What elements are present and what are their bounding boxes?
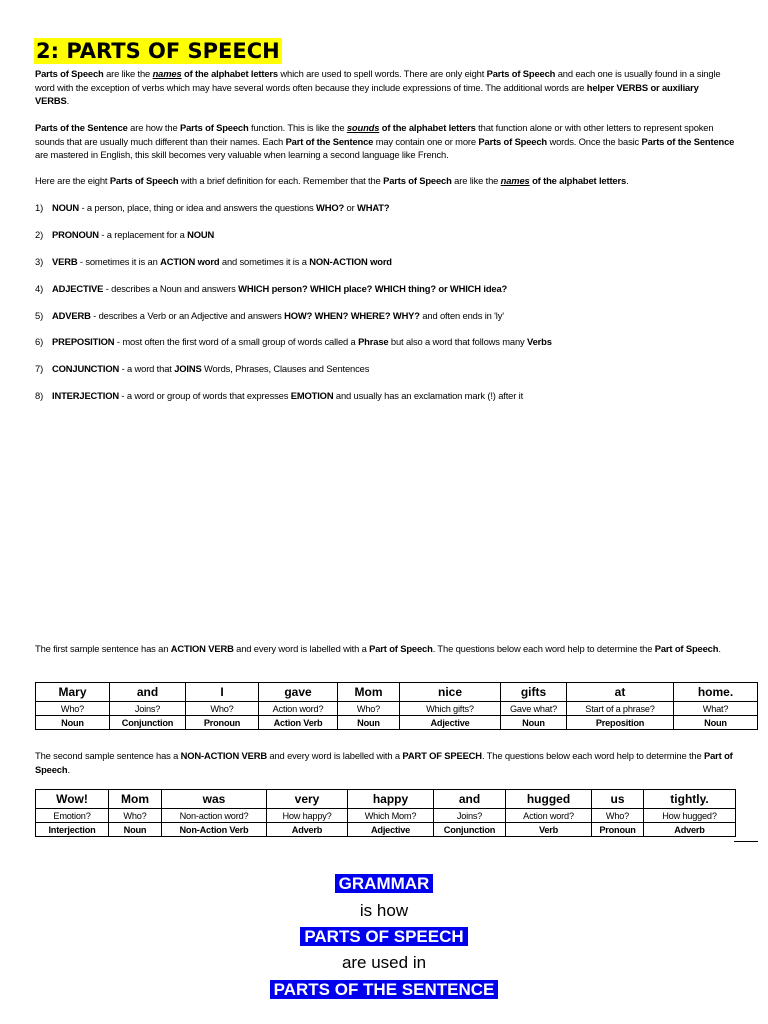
footer-line-5: [0, 979, 768, 1001]
document-page: 2: PARTS OF SPEECH Parts of Speech are like the names of the alphabet letters which are used to spell words. There are only eight Parts of Speech and each one is usually found in a single word with the exception of verbs which may have several words often because they include expressions of time. The additional words are helper VERBS or auxiliary VERBS. Parts of the Sentence are how the Parts of Speech function. This is like the sounds of the alphabet letters that function alone or with other letters to represent spoken sounds that are usually much different than their names. Each Part of the Sentence may contain one or more Parts of Speech words. Once the basic Parts of the Sentence are mastered in English, this skill becomes very valuable when learning a second language like French. Here are the eight Parts of Speech with a brief definition for each. Remember that the Parts of Speech are like the names of the alphabet letters. 1) NOUN - a person, place, thing or idea and answers the questions WHO? or WHAT? 2) PRONOUN - a replacement for a NOUN 3) VERB - sometimes it is an ACTION word and sometimes it is a NON-ACTION word 4) ADJECTIVE - describes a Noun and answers WHICH person? WHICH place? WHICH thing? or WHICH idea? 5) ADVERB - describes a Verb or an Adjective and answers HOW? WHEN? WHERE? WHY? and often ends in 'ly' 6) PREPOSITION - most often the first word of a small group of words called a Phrase but also a word that follows many Verbs 7) CONJUNCTION - a word that JOINS Words, Phrases, Clauses and Sentences 8) INTERJECTION - a word or group of words that expresses EMOTION and usually has an exclamation mark (!) after it The first sample sentence has an ACTION VERB and every word is labelled with a Part of Speech. The questions below each word help to determine the Part of Speech. Mary and I gave Mom nice gifts at home. Who? Joins? Who? Action word? Who? Which gifts? Gave what? Start of a phrase? What? Noun Conjunction Pronoun Action Verb Noun Adjective Noun Preposition Noun The second sample sentence has a NON-ACTION VERB and every word is labelled with a PART OF SPEECH. The questions below each word help to determine the Part of Speech. Wow! Mom was very happy and hugged us tightly. Emotion? Who? Non-action word? How happy? Which Mom? Joins? Action word? Who? How hugged? Interjection Noun Non-Action Verb Adverb Adjective Conjunction Verb Pronoun Adverb GRAMMAR is how PARTS OF SPEECH are used in PARTS OF THE SENTENCE: [0, 0, 768, 1024]
page-title: 2: PARTS OF SPEECH: [36, 39, 280, 63]
part-of-speech-cell: Action Verb: [259, 716, 338, 730]
footer-line-2: is how: [359, 901, 409, 920]
part-of-speech-cell: Interjection: [36, 823, 109, 837]
question-cell: Gave what?: [501, 702, 567, 716]
word-cell: tightly.: [644, 790, 736, 809]
footer-line-4: are used in: [341, 953, 427, 972]
parts-of-speech-highlight: PARTS OF SPEECH: [300, 927, 467, 946]
question-cell: Start of a phrase?: [567, 702, 674, 716]
part-of-speech-cell: Noun: [501, 716, 567, 730]
question-cell: Who?: [109, 809, 162, 823]
question-cell: What?: [674, 702, 758, 716]
part-of-speech-cell: Noun: [674, 716, 758, 730]
word-cell: at: [567, 683, 674, 702]
word-cell: home.: [674, 683, 758, 702]
question-cell: How hugged?: [644, 809, 736, 823]
part-of-speech-cell: Preposition: [567, 716, 674, 730]
word-cell: Mary: [36, 683, 110, 702]
word-cell: us: [592, 790, 644, 809]
question-cell: Action word?: [506, 809, 592, 823]
table-row: [36, 823, 736, 837]
intro-paragraph-3: Here are the eight Parts of Speech with a brief definition for each. Remember that the Parts of Speech are like the names of the alphabet letters.: [35, 175, 629, 186]
question-cell: Who?: [338, 702, 400, 716]
footer-line-1: [0, 873, 768, 895]
word-cell: nice: [400, 683, 501, 702]
part-of-speech-cell: Conjunction: [110, 716, 186, 730]
part-of-speech-cell: Adverb: [644, 823, 736, 837]
word-cell: very: [267, 790, 348, 809]
question-cell: Action word?: [259, 702, 338, 716]
question-cell: Joins?: [434, 809, 506, 823]
word-cell: I: [186, 683, 259, 702]
table-row: [36, 790, 736, 809]
part-of-speech-cell: Noun: [36, 716, 110, 730]
part-of-speech-cell: Noun: [338, 716, 400, 730]
part-of-speech-cell: Pronoun: [186, 716, 259, 730]
sample-1-description: The first sample sentence has an ACTION VERB and every word is labelled with a Part of Speech. The questions below each word help to determine the Part of Speech.: [35, 643, 721, 654]
part-of-speech-cell: Pronoun: [592, 823, 644, 837]
sample-2-table: [35, 789, 736, 837]
word-cell: Mom: [338, 683, 400, 702]
sample-2-description: The second sample sentence has a NON-ACTION VERB and every word is labelled with a PART OF SPEECH. The questions below each word help to determine the Part of Speech.: [35, 750, 733, 775]
intro-paragraph-1: Parts of Speech are like the names of the alphabet letters which are used to spell words. There are only eight Parts of Speech and each one is usually found in a single word with the exception of verbs which may have several words often because they include expressions of time. The additional words are helper VERBS or auxiliary VERBS.: [35, 68, 721, 106]
question-cell: Which gifts?: [400, 702, 501, 716]
word-cell: Wow!: [36, 790, 109, 809]
grammar-highlight: GRAMMAR: [335, 874, 434, 893]
word-cell: gave: [259, 683, 338, 702]
table-row: [36, 702, 758, 716]
part-of-speech-cell: Conjunction: [434, 823, 506, 837]
word-cell: gifts: [501, 683, 567, 702]
question-cell: Who?: [592, 809, 644, 823]
part-of-speech-cell: Adjective: [348, 823, 434, 837]
question-cell: Joins?: [110, 702, 186, 716]
table-row: [36, 716, 758, 730]
question-cell: How happy?: [267, 809, 348, 823]
part-of-speech-cell: Verb: [506, 823, 592, 837]
word-cell: and: [434, 790, 506, 809]
footer-line-3: [0, 926, 768, 948]
intro-paragraph-2: Parts of the Sentence are how the Parts of Speech function. This is like the sounds of the alphabet letters that function alone or with other letters to represent spoken sounds that are usually much different than their names. Each Part of the Sentence may contain one or more Parts of Speech words. Once the basic Parts of the Sentence are mastered in English, this skill becomes very valuable when learning a second language like French.: [35, 122, 735, 160]
question-cell: Which Mom?: [348, 809, 434, 823]
question-cell: Who?: [186, 702, 259, 716]
table-row: [36, 683, 758, 702]
word-cell: and: [110, 683, 186, 702]
part-of-speech-cell: Adverb: [267, 823, 348, 837]
question-cell: Emotion?: [36, 809, 109, 823]
divider: [734, 841, 758, 842]
question-cell: Non-action word?: [162, 809, 267, 823]
table-row: [36, 809, 736, 823]
word-cell: hugged: [506, 790, 592, 809]
part-of-speech-cell: Adjective: [400, 716, 501, 730]
question-cell: Who?: [36, 702, 110, 716]
parts-of-sentence-highlight: PARTS OF THE SENTENCE: [270, 980, 499, 999]
part-of-speech-cell: Noun: [109, 823, 162, 837]
part-of-speech-cell: Non-Action Verb: [162, 823, 267, 837]
sample-1-table: [35, 682, 758, 730]
word-cell: was: [162, 790, 267, 809]
word-cell: happy: [348, 790, 434, 809]
word-cell: Mom: [109, 790, 162, 809]
